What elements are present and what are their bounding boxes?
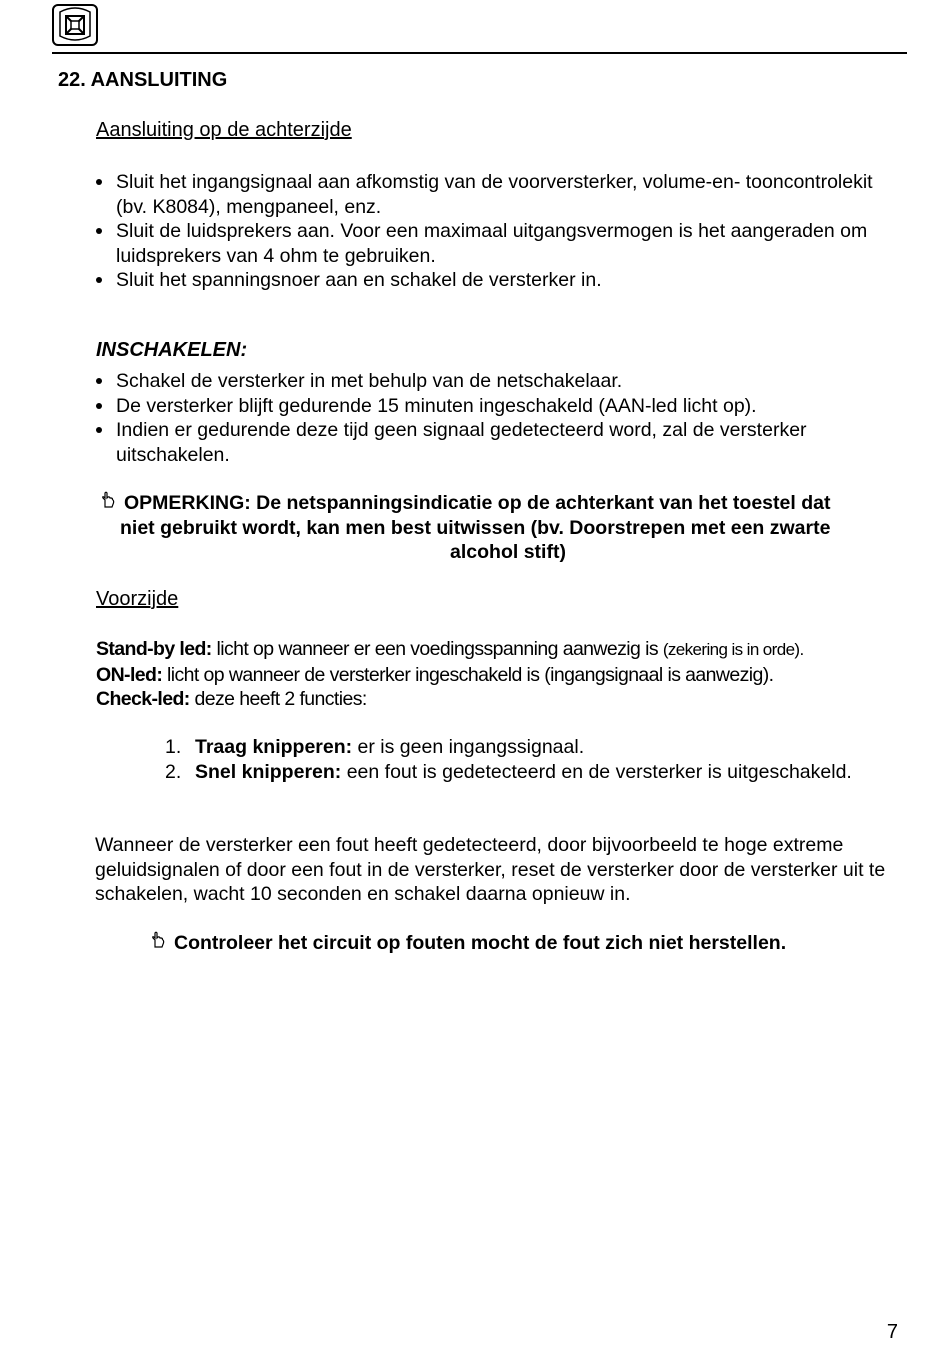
bullet-icon <box>96 228 102 234</box>
on-led-line: ON-led: licht op wanneer de versterker ingeschakeld is (ingangsignaal is aanwezig). <box>96 663 774 686</box>
led-descriptions <box>96 637 804 712</box>
list-item: Schakel de versterker in met behulp van de netschakelaar. <box>96 369 906 394</box>
pointing-hand-icon <box>150 931 168 955</box>
page-number: 7 <box>886 1321 898 1343</box>
check-led-line: Check-led: deze heeft 2 functies: <box>96 688 367 710</box>
bullet-icon <box>96 378 102 384</box>
bullet-icon <box>96 427 102 433</box>
pointing-hand-icon <box>100 491 118 516</box>
list-item: 1. Traag knipperen: er is geen ingangssignaal. <box>165 736 585 758</box>
header-rule <box>52 52 907 54</box>
check-led-functions <box>165 735 865 784</box>
rear-bullet-list <box>96 170 906 293</box>
bullet-icon <box>96 403 102 409</box>
list-item: Sluit het ingangsignaal aan afkomstig van de voorversterker, volume-en- tooncontrolekit (bv. K8084), mengpaneel, enz. <box>96 170 906 219</box>
bullet-icon <box>96 277 102 283</box>
bullet-icon <box>96 179 102 185</box>
list-item: De versterker blijft gedurende 15 minuten ingeschakeld (AAN-led licht op). <box>96 394 906 419</box>
list-item: 2. Snel knipperen: een fout is gedetecteerd en de versterker is uitgeschakeld. <box>165 760 852 783</box>
list-item: Sluit het spanningsnoer aan en schakel de versterker in. <box>96 268 906 293</box>
reset-paragraph: Wanneer de versterker een fout heeft gedetecteerd, door bijvoorbeeld te hoge extreme geluidsignalen of door een fout in de versterker, reset de versterker door de versterker uit te schakelen, wacht 10 seconden en schakel daarna opnieuw in. <box>95 834 886 905</box>
section-title: 22. AANSLUITING <box>58 69 228 91</box>
switch-on-bullet-list <box>96 369 906 467</box>
company-logo <box>52 2 98 48</box>
final-note: Controleer het circuit op fouten mocht de fout zich niet herstellen. <box>150 931 786 955</box>
rear-heading: Aansluiting op de achterzijde <box>96 119 352 141</box>
switch-on-heading: INSCHAKELEN: <box>96 339 248 361</box>
remark-note: OPMERKING: De netspanningsindicatie op de achterkant van het toestel dat niet gebruikt wordt, kan men best uitwissen (bv. Doorstrepen met een zwarte alcohol stift) <box>96 491 906 565</box>
front-heading: Voorzijde <box>96 588 179 610</box>
standby-led-line: Stand-by led: licht op wanneer er een voedingsspanning aanwezig is (zekering is in orde). <box>96 638 804 660</box>
list-item: Indien er gedurende deze tijd geen signaal gedetecteerd word, zal de versterker uitschakelen. <box>96 418 906 467</box>
list-item: Sluit de luidsprekers aan. Voor een maximaal uitgangsvermogen is het aangeraden om luidsprekers van 4 ohm te gebruiken. <box>96 219 906 268</box>
